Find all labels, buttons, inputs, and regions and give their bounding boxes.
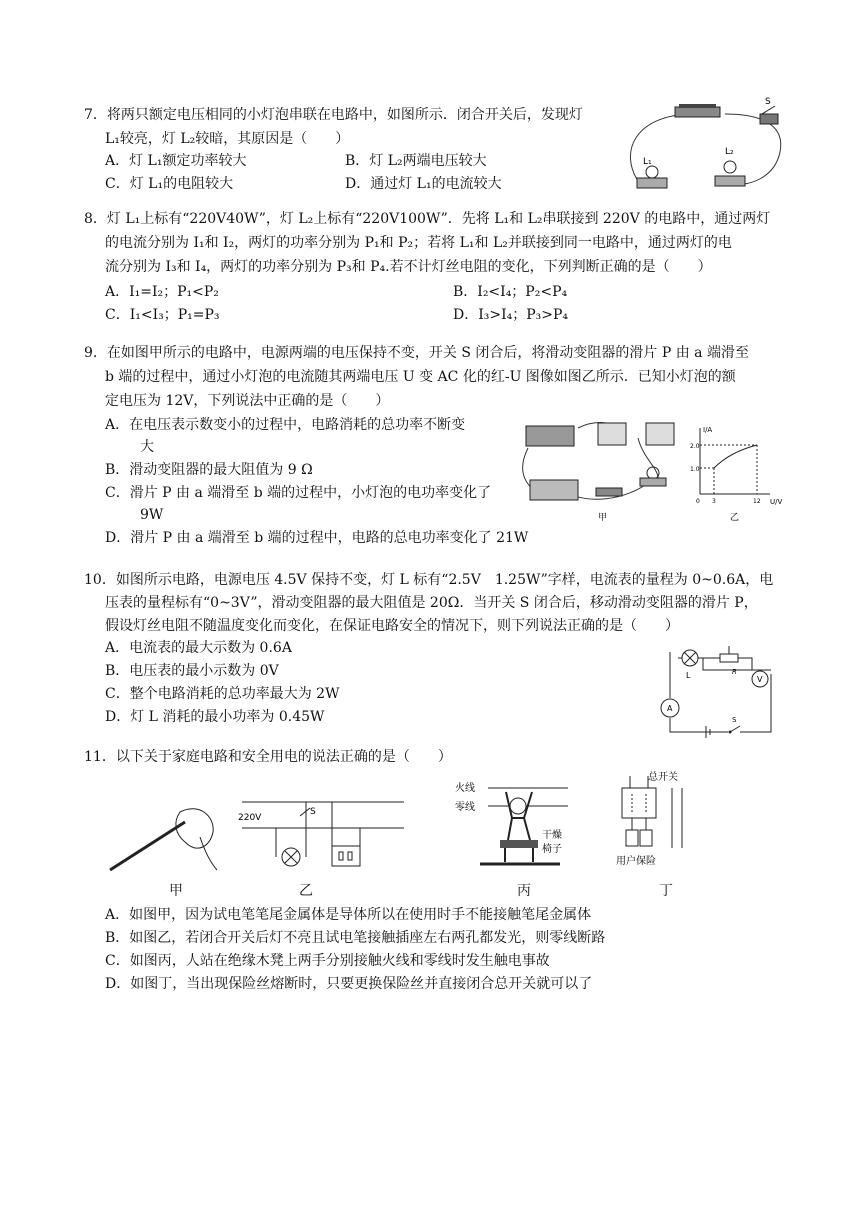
main-switch-icon — [622, 788, 656, 818]
graph-x0: 0 — [696, 498, 700, 505]
q7-fig-l1: L₁ — [643, 157, 652, 167]
q8-stem-line1: 8．灯 L₁上标有“220V40W”，灯 L₂上标有“220V100W”．先将 L₁和 L₂串联接到 220V 的电路中，通过两灯 — [84, 211, 771, 227]
q11-fig-yi-220v: 220V — [238, 813, 262, 823]
switch-icon — [300, 808, 310, 816]
q10-stem-line1: 10．如图所示电路，电源电压 4.5V 保持不变，灯 L 标有“2.5V 1.25W”字样，电流表的量程为 0~0.6A，电 — [84, 572, 774, 588]
graph-x3: 3 — [712, 498, 716, 505]
q10-fig-l: L — [686, 671, 691, 680]
q9-stem-line3: 定电压为 12V，下列说法中正确的是（ ） — [105, 393, 390, 409]
switch-icon — [596, 488, 622, 496]
q11-option-b: B．如图乙，若闭合开关后灯不亮且试电笔接触插座左右两孔都发光，则零线断路 — [105, 930, 606, 946]
q11-fig-yi-s: S — [310, 807, 316, 817]
q11-fig-bing-fire: 火线 — [455, 783, 475, 794]
q8-option-a: A．I₁=I₂；P₁<P₂ — [105, 284, 219, 300]
q11-caption-bing: 丙 — [517, 883, 531, 899]
q11-fig-bing-person-on-chair — [450, 778, 570, 870]
q9-circuit-photo-figure — [518, 418, 688, 524]
fuse-icon — [626, 830, 638, 846]
q9-stem-line1: 9．在如图甲所示的电路中，电源两端的电压保持不变，开关 S 闭合后，将滑动变阻器的滑片 P 由 a 端滑至 — [84, 345, 749, 361]
q10-fig-r: R — [732, 668, 737, 676]
q9-stem-line2: b 端的过程中，通过小灯泡的电流随其两端电压 U 变 AC 化的红-U 图像如图乙所示．已知小灯泡的额 — [105, 369, 736, 385]
q7-fig-l2: L₂ — [725, 147, 734, 157]
q10-fig-a: A — [667, 704, 673, 713]
bulb-l2-icon — [724, 161, 736, 173]
q11-option-c: C．如图丙，人站在绝缘木凳上两手分别接触火线和零线时发生触电事故 — [105, 953, 550, 969]
q7-fig-s: S — [765, 97, 771, 107]
rheostat-icon — [720, 654, 738, 662]
q11-option-a: A．如图甲，因为试电笔笔尾金属体是导体所以在使用时手不能接触笔尾金属体 — [105, 907, 592, 923]
q9-option-b: B．滑动变阻器的最大阻值为 9 Ω — [105, 462, 313, 478]
q11-fig-ding-fuse-box — [612, 768, 702, 870]
q7-series-circuit-figure — [615, 92, 790, 202]
q10-option-a: A．电流表的最大示数为 0.6A — [105, 640, 292, 656]
resistor-icon — [675, 107, 720, 117]
power-supply-icon — [530, 480, 578, 500]
q7-stem-line2: L₁较亮，灯 L₂较暗，其原因是（ ） — [105, 131, 350, 147]
q7-stem-line1: 7．将两只额定电压相同的小灯泡串联在电路中，如图所示．闭合开关后，发现灯 — [84, 107, 583, 123]
q9-option-d: D．滑片 P 由 a 端滑至 b 端的过程中，电路的总电功率变化了 21W — [105, 530, 529, 546]
q7-option-a: A．灯 L₁额定功率较大 — [105, 153, 247, 169]
q11-caption-ding: 丁 — [659, 883, 673, 899]
hand-icon — [176, 809, 213, 848]
chair-icon — [500, 840, 538, 848]
q11-fig-ding-main: 总开关 — [648, 772, 678, 783]
q9-option-a-line2: 大 — [140, 439, 154, 455]
graph-x12: 12 — [753, 498, 761, 505]
q8-option-b: B．I₂<I₄；P₂<P₄ — [453, 284, 568, 300]
q9-fig-jia: 甲 — [598, 513, 608, 523]
q11-fig-bing-chair2: 椅子 — [542, 844, 562, 855]
q10-stem-line3: 假设灯丝电阻不随温度变化而变化，在保证电路安全的情况下，则下列说法正确的是（ ） — [105, 618, 679, 634]
q10-option-d: D．灯 L 消耗的最小功率为 0.45W — [105, 709, 325, 725]
socket-icon — [332, 846, 360, 866]
q9-option-c-line1: C．滑片 P 由 a 端滑至 b 端的过程中，小灯泡的电功率变化了 — [105, 485, 492, 501]
q10-fig-s: S — [732, 716, 737, 724]
graph-ylabel: I/A — [703, 426, 713, 434]
q9-option-a-line1: A．在电压表示数变小的过程中，电路消耗的总功率不断变 — [105, 417, 466, 433]
q8-stem-line3: 流分别为 I₃和 I₄，两灯的功率分别为 P₃和 P₄.若不计灯丝电阻的变化，下列判断正确的是（ ） — [105, 259, 712, 275]
q7-option-c: C．灯 L₁的电阻较大 — [105, 176, 234, 192]
q10-option-b: B．电压表的最小示数为 0V — [105, 663, 279, 679]
graph-y2: 2.0 — [690, 443, 700, 450]
q10-fig-v: V — [757, 675, 763, 684]
q11-fig-ding-fuse: 用户保险 — [616, 856, 656, 867]
bulb-l1-icon — [646, 166, 658, 178]
graph-xlabel: U/V — [770, 498, 783, 506]
q8-option-d: D．I₃>I₄；P₃>P₄ — [453, 307, 569, 323]
q10-option-c: C．整个电路消耗的总功率最大为 2W — [105, 686, 340, 702]
q8-option-c: C．I₁<I₃；P₁=P₃ — [105, 307, 220, 323]
voltmeter-icon — [646, 423, 674, 445]
rheostat-icon — [526, 426, 574, 446]
q11-option-d: D．如图丁，当出现保险丝熔断时，只要更换保险丝并直接闭合总开关就可以了 — [105, 976, 593, 992]
test-pen-icon — [110, 822, 185, 870]
q11-fig-jia-test-pen — [105, 782, 223, 874]
q10-circuit-diagram — [648, 642, 780, 738]
q11-fig-bing-zero: 零线 — [455, 802, 475, 813]
q10-stem-line2: 压表的量程标有“0~3V”，滑动变阻器的最大阻值是 20Ω．当开关 S 闭合后，移动滑动变阻器的滑片 P， — [105, 595, 758, 611]
q7-option-b: B．灯 L₂两端电压较大 — [345, 153, 487, 169]
q9-iu-graph — [690, 420, 785, 524]
switch-icon — [760, 114, 778, 124]
q11-stem: 11．以下关于家庭电路和安全用电的说法正确的是（ ） — [84, 749, 452, 765]
person-icon — [510, 798, 526, 814]
q7-option-d: D．通过灯 L₁的电流较大 — [345, 176, 502, 192]
ammeter-icon — [598, 423, 626, 445]
q11-caption-jia: 甲 — [169, 883, 183, 899]
q9-option-c-line2: 9W — [140, 507, 164, 523]
graph-y1: 1.0 — [690, 466, 700, 473]
q9-fig-yi: 乙 — [730, 513, 740, 523]
q8-stem-line2: 的电流分别为 I₁和 I₂，两灯的功率分别为 P₁和 P₂；若将 L₁和 L₂并联接到同一电路中，通过两灯的电 — [105, 235, 732, 251]
q11-caption-yi: 乙 — [299, 883, 313, 899]
q11-fig-bing-chair1: 干燥 — [542, 830, 562, 841]
q11-fig-yi-household-circuit — [234, 794, 406, 876]
